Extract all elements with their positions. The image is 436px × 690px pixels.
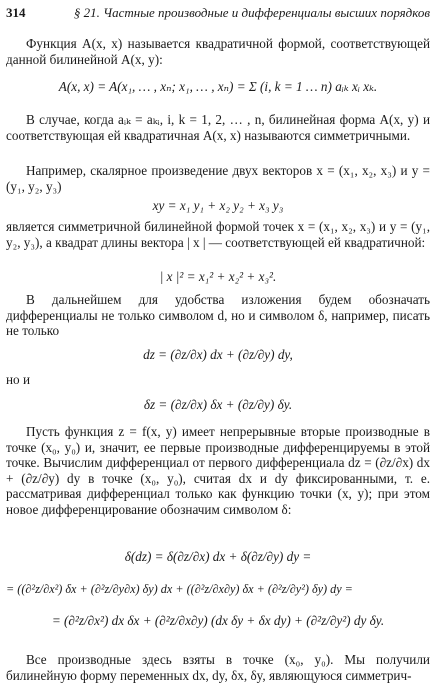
paragraph-example: Например, скалярное произведение двух векторов x = (x₁, x₂, x₃) и y = (y₁, y₂, y₃) [6,163,430,194]
running-title: § 21. Частные производные и дифференциалы высших порядков [73,5,430,20]
formula-delta-dz: δ(dz) = δ(∂z/∂x) dx + δ(∂z/∂y) dy = [124,549,312,564]
formula-vector-length: | x |² = x₁² + x₂² + x₃². [159,269,277,284]
formula-scalar-product: xy = x₁ y₁ + x₂ y₂ + x₃ y₃ [152,198,284,213]
page-header [6,5,430,21]
formula-delta-z: δz = (∂z/∂x) δx + (∂z/∂y) δy. [143,397,293,412]
paragraph-notation: В дальнейшем для удобства изложения будем обозначать дифференциалы не только символом d, но и символом δ, например, писать не только [6,292,430,338]
paragraph-symmetric: В случае, когда aᵢₖ = aₖᵢ, i, k = 1, 2, … , n, билинейная форма A(x, y) и соответствующая ей квадратичная A(x, x) называются симметричными. [6,112,430,143]
formula-dz: dz = (∂z/∂x) dx + (∂z/∂y) dy, [143,347,293,362]
paragraph-conclusion: Все производные здесь взяты в точке (x₀, y₀). Мы получили билинейную форму переменных dx, dy, δx, δy, являющуюся симметрич- [6,652,430,683]
page-number: 314 [6,5,26,20]
formula-expansion: = ((∂²z/∂x²) δx + (∂²z/∂y∂x) δy) dx + ((∂²z/∂x∂y) δx + (∂²z/∂y²) δy) dy = [6,582,353,596]
paragraph-quadratic-form: Функция A(x, x) называется квадратичной формой, соответствующей данной билинейной A(x, y): [6,36,430,67]
formula-quadratic-form: A(x, x) = A(x₁, … , xₙ; x₁, … , xₙ) = Σ (i, k = 1 … n) aᵢₖ xᵢ xₖ. [58,79,378,94]
paragraph-second-differential: Пусть функция z = f(x, y) имеет непрерывные вторые производные в точке (x₀, y₀) и, значит, ее первые производные дифференцируемы в этой точке. Вычислим дифференциал от первого дифференциала dz = (∂z/∂x) dx + (∂z/∂y) dy в точке (x₀, y₀), считая dx и dy фиксированными, т. е. рассматривая дифференциал только как функцию точки (x, y); при этом новое дифференцирование обозначим символом δ: [6,424,430,517]
paragraph-bilinear-example: является симметричной билинейной формой точек x = (x₁, x₂, x₃) и y = (y₁, y₂, y₃), а квадрат длины вектора | x | — соответствующей ей квадратичной: [6,219,430,250]
paragraph-but-also: но и [6,372,31,387]
formula-result: = (∂²z/∂x²) dx δx + (∂²z/∂x∂y) (dx δy + δx dy) + (∂²z/∂y²) dy δy. [51,613,385,628]
